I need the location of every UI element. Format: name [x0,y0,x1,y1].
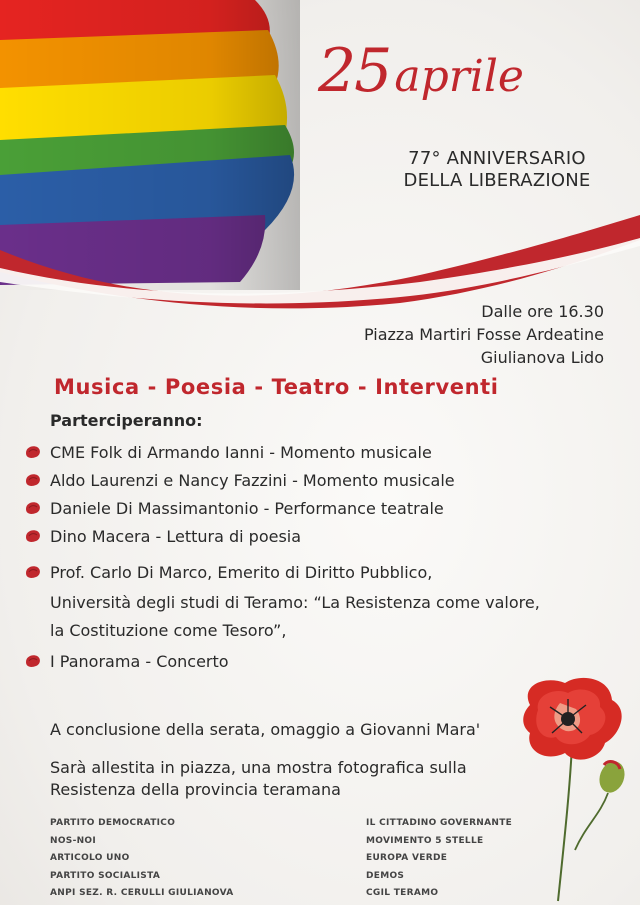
organizer: EUROPA VERDE [366,853,448,863]
organizer: IL CITTADINO GOVERNANTE [366,818,513,828]
event-town: Giulianova Lido [480,348,604,367]
organizer: MOVIMENTO 5 STELLE [366,835,484,846]
date-month: aprile [394,51,524,102]
poppy-flower-icon [520,675,638,903]
red-petal-icon [24,444,42,460]
participant-text: Dino Macera - Lettura di poesia [50,527,302,546]
anniversary-line-1: 77° ANNIVERSARIO [408,148,586,169]
red-petal-icon [24,528,42,544]
exhibition-line-1: Sarà allestita in piazza, una mostra fotografica sulla [50,758,467,777]
organizers-left [50,815,234,903]
participant-text: Prof. Carlo Di Marco, Emerito di Diritto Pubblico, [50,563,433,582]
anniversary-line-2: DELLA LIBERAZIONE [403,170,591,191]
organizer: PARTITO DEMOCRATICO [50,818,176,828]
participant-text: Daniele Di Massimantonio - Performance teatrale [50,499,444,518]
anniversary-title [372,148,622,192]
participant-text: la Costituzione come Tesoro”, [50,621,287,640]
exhibition-line-2: Resistenza della provincia teramana [50,780,341,799]
closing-tribute: A conclusione della serata, omaggio a Giovanni Mara' [50,720,481,739]
event-place: Piazza Martiri Fosse Ardeatine [363,325,604,344]
participant-text: I Panorama - Concerto [50,652,229,671]
date-day: 25 [318,36,391,106]
participant-text: CME Folk di Armando Ianni - Momento musicale [50,443,432,462]
participant-text: Università degli studi di Teramo: “La Resistenza come valore, [50,593,540,612]
red-petal-icon [24,472,42,488]
organizer: ARTICOLO UNO [50,853,130,863]
red-petal-icon [24,500,42,516]
organizer: DEMOS [366,870,405,881]
event-time: Dalle ore 16.30 [481,302,604,321]
event-date [318,36,618,106]
organizer: PARTITO SOCIALISTA [50,870,161,881]
organizer: NOS-NOI [50,835,97,846]
organizer: ANPI SEZ. R. CERULLI GIULIANOVA [50,888,234,898]
red-petal-icon [24,564,42,580]
organizers-right [366,815,512,903]
participants-title: Parterciperanno: [50,411,203,430]
organizer: CGIL TERAMO [366,888,439,898]
event-info [364,300,604,369]
red-petal-icon [24,653,42,669]
participant-text: Aldo Laurenzi e Nancy Fazzini - Momento musicale [50,471,455,490]
program-headline: Musica - Poesia - Teatro - Interventi [54,375,499,399]
